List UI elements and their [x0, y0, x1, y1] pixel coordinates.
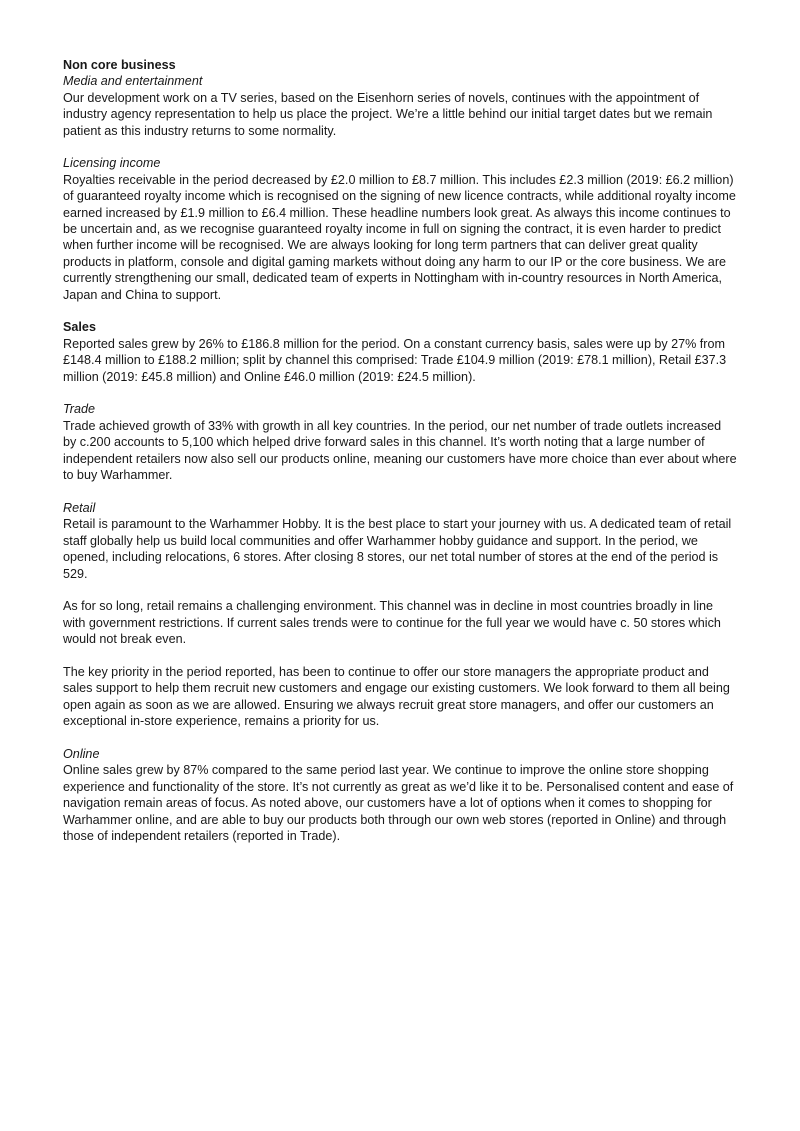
subheading-retail: Retail: [63, 500, 96, 515]
paragraph-spacer: [63, 648, 737, 664]
paragraph-spacer: [63, 730, 737, 746]
paragraph-retail-environment: As for so long, retail remains a challenging environment. This channel was in decline in most countries broadly in line with government restrictions. If current sales trends were to continue for the full year we would have c. 50 stores which would not break even.: [63, 599, 721, 647]
paragraph-retail-priorities: The key priority in the period reported, has been to continue to offer our store managers the appropriate product and sales support to help them recruit new customers and engage our existing customers. We look forward to them all being open again as soon as we are allowed. Ensuring we always recruit great store managers, and offer our customers an exceptional in-store experience, remains a priority for us.: [63, 664, 730, 729]
paragraph-online: Online sales grew by 87% compared to the same period last year. We continue to improve the online store shopping experience and functionality of the store. It’s not currently as great as we’d like it to be. Personalised content and ease of navigation remain areas of focus. As noted above, our customers have a lot of options when it comes to shopping for Warhammer online, and are able to buy our products both through our own web stores (reported in Online) and through those of independent retailers (reported in Trade).: [63, 763, 734, 843]
paragraph-spacer: [63, 582, 737, 598]
document-text-column: [63, 57, 737, 844]
subheading-trade: Trade: [63, 402, 96, 417]
section-heading-sales: Sales: [63, 320, 96, 335]
paragraph-trade: Trade achieved growth of 33% with growth in all key countries. In the period, our net number of trade outlets increased by c.200 accounts to 5,100 which helped drive forward sales in this channel. It’s worth noting that a large number of independent retailers now also sell our products online, meaning our customers have more choice than ever about where to buy Warhammer.: [63, 418, 737, 483]
subheading-media-and-entertainment: Media and entertainment: [63, 74, 203, 89]
paragraph-media-and-entertainment: Our development work on a TV series, based on the Eisenhorn series of novels, continues with the appointment of industry agency representation to help us place the project. We’re a little behind our initial target dates but we remain patient as this industry returns to some normality.: [63, 90, 713, 138]
paragraph-spacer: [63, 385, 737, 401]
subheading-licensing-income: Licensing income: [63, 156, 161, 171]
paragraph-sales: Reported sales grew by 26% to £186.8 million for the period. On a constant currency basis, sales were up by 27% from £148.4 million to £188.2 million; split by channel this comprised: Trade £104.9 million (2019: £78.1 million), Retail £37.3 million (2019: £45.8 million) and Online £46.0 million (2019: £24.5 million).: [63, 336, 727, 384]
section-heading-non-core-business: Non core business: [63, 58, 176, 72]
subheading-online: Online: [63, 746, 100, 761]
paragraph-licensing-income: Royalties receivable in the period decreased by £2.0 million to £8.7 million. This includes £2.3 million (2019: £6.2 million) of guaranteed royalty income which is recognised on the signing of new licence contracts, while additional royalty income earned increased by £1.9 million to £6.4 million. These headline numbers look great. As always this income continues to be uncertain and, as we recognise guaranteed royalty income in full on signing the contract, it is even harder to predict when further income will be recognised. We are always looking for long term partners that can deliver great quality products in platform, console and digital gaming markets without doing any harm to our IP or the core business. We are currently strengthening our small, dedicated team of experts in Nottingham with in-country resources in North America, Japan and China to support.: [63, 172, 736, 302]
paragraph-spacer: [63, 303, 737, 319]
paragraph-retail-intro: Retail is paramount to the Warhammer Hobby. It is the best place to start your journey with us. A dedicated team of retail staff globally help us build local communities and offer Warhammer hobby guidance and support. In the period, we opened, including relocations, 6 stores. After closing 8 stores, our net total number of stores at the end of the period is 529.: [63, 517, 732, 581]
paragraph-spacer: [63, 484, 737, 500]
paragraph-spacer: [63, 139, 737, 155]
